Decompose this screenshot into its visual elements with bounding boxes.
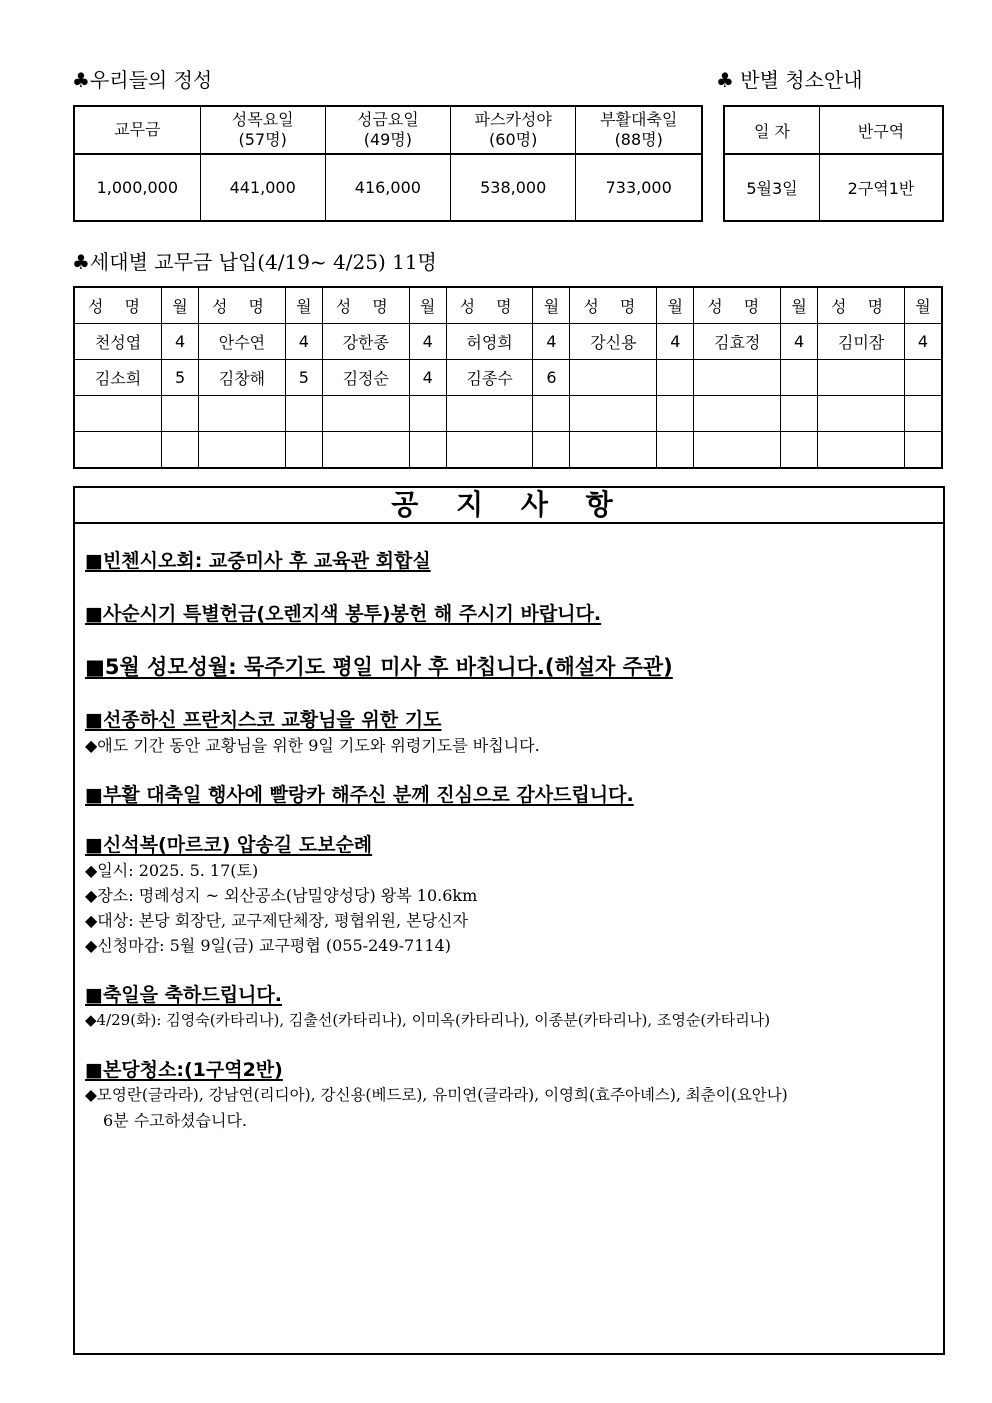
dues-month-cell (533, 396, 570, 432)
notice-box (73, 486, 945, 1355)
dues-header-month: 월 (781, 287, 818, 324)
dues-month-cell (409, 432, 446, 469)
cleaning-header-date: 일 자 (724, 106, 820, 154)
dues-month-cell (905, 396, 943, 432)
notice-pilgrim-target: ◆대상: 본당 회장단, 교구제단체장, 평협위원, 본당신자 (85, 911, 468, 930)
dues-name-cell (570, 360, 657, 396)
offerings-value-cell: 416,000 (325, 154, 450, 221)
notice-vincent: ■빈첸시오회: 교중미사 후 교육관 회합실 (85, 550, 431, 572)
dues-name-cell: 안수연 (199, 324, 286, 360)
dues-header-month: 월 (533, 287, 570, 324)
dues-month-cell (781, 396, 818, 432)
dues-header-name: 성 명 (694, 287, 781, 324)
dues-header-month: 월 (162, 287, 199, 324)
notice-pope-desc: ◆애도 기간 동안 교황님을 위한 9일 기도와 위령기도를 바칩니다. (85, 736, 540, 755)
dues-header-name: 성 명 (446, 287, 533, 324)
notice-thanks: ■부활 대축일 행사에 빨랑카 해주신 분께 진심으로 감사드립니다. (85, 784, 634, 806)
offerings-header-row (74, 106, 702, 154)
dues-name-cell: 김창해 (199, 360, 286, 396)
dues-month-cell (657, 432, 694, 469)
notice-pope: ■선종하신 프란치스코 교황님을 위한 기도 (85, 709, 442, 731)
dues-name-cell (694, 360, 781, 396)
offerings-title: ♣우리들의 정성 (72, 68, 213, 92)
dues-header-month: 월 (657, 287, 694, 324)
dues-name-cell (446, 432, 533, 469)
notice-may: ■5월 성모성월: 묵주기도 평일 미사 후 바칩니다.(해설자 주관) (85, 655, 673, 679)
dues-name-cell: 김소희 (74, 360, 162, 396)
dues-row (74, 360, 942, 396)
offerings-value-row (74, 154, 702, 221)
offerings-header-cell: 교무금 (74, 106, 200, 154)
dues-month-cell: 6 (533, 360, 570, 396)
dues-month-cell: 4 (533, 324, 570, 360)
cleaning-table (723, 105, 944, 222)
cleaning-header-row (724, 106, 943, 154)
dues-row (74, 396, 942, 432)
notice-pilgrim-place: ◆장소: 명례성지 ~ 외산공소(남밀양성당) 왕복 10.6km (85, 886, 478, 905)
notice-pilgrim: ■신석복(마르코) 압송길 도보순례 (85, 834, 373, 856)
offerings-header-cell: 부활대축일 (88명) (576, 106, 702, 154)
dues-name-cell (694, 396, 781, 432)
notice-clean: ■본당청소:(1구역2반) (85, 1059, 283, 1081)
dues-header-name: 성 명 (199, 287, 286, 324)
dues-month-cell (162, 396, 199, 432)
offerings-table (73, 105, 703, 222)
notice-body (85, 548, 933, 1133)
dues-row (74, 432, 942, 469)
dues-header-month: 월 (409, 287, 446, 324)
cleaning-area: 2구역1반 (820, 154, 943, 221)
dues-month-cell: 4 (285, 324, 322, 360)
notice-pilgrim-date: ◆일시: 2025. 5. 17(토) (85, 861, 259, 880)
dues-month-cell: 4 (657, 324, 694, 360)
dues-name-cell (74, 432, 162, 469)
dues-name-cell (322, 432, 409, 469)
offerings-value-cell: 1,000,000 (74, 154, 200, 221)
offerings-header-cell: 파스카성야 (60명) (450, 106, 576, 154)
dues-name-cell: 강신용 (570, 324, 657, 360)
dues-name-cell: 김미잠 (818, 324, 905, 360)
dues-month-cell: 4 (409, 324, 446, 360)
dues-name-cell: 김종수 (446, 360, 533, 396)
offerings-value-cell: 441,000 (200, 154, 325, 221)
dues-month-cell (657, 396, 694, 432)
dues-title: ♣세대별 교무금 납입(4/19~ 4/25) 11명 (72, 250, 437, 274)
notice-lent: ■사순시기 특별헌금(오렌지색 봉투)봉헌 해 주시기 바랍니다. (85, 603, 602, 625)
offerings-value-cell: 538,000 (450, 154, 576, 221)
dues-header-name: 성 명 (570, 287, 657, 324)
dues-month-cell (905, 360, 943, 396)
cleaning-date: 5월3일 (724, 154, 820, 221)
notice-clean-thanks: 6분 수고하셨습니다. (103, 1111, 247, 1130)
dues-name-cell: 천성엽 (74, 324, 162, 360)
offerings-value-cell: 733,000 (576, 154, 702, 221)
dues-month-cell: 4 (162, 324, 199, 360)
dues-month-cell (162, 432, 199, 469)
notice-feast: ■축일을 축하드립니다. (85, 984, 282, 1006)
cleaning-title: ♣ 반별 청소안내 (716, 68, 863, 92)
dues-name-cell (74, 396, 162, 432)
dues-name-cell (199, 432, 286, 469)
dues-name-cell: 허영희 (446, 324, 533, 360)
dues-name-cell (818, 396, 905, 432)
dues-month-cell (781, 360, 818, 396)
dues-name-cell (570, 432, 657, 469)
dues-name-cell (199, 396, 286, 432)
dues-month-cell (533, 432, 570, 469)
dues-name-cell (322, 396, 409, 432)
dues-month-cell: 5 (285, 360, 322, 396)
cleaning-value-row (724, 154, 943, 221)
dues-row (74, 324, 942, 360)
dues-month-cell: 4 (409, 360, 446, 396)
notice-clean-list: ◆모영란(글라라), 강남연(리디아), 강신용(베드로), 유미연(글라라), 이영희(효주아녜스), 최춘이(요안나) (85, 1086, 788, 1104)
dues-name-cell: 김효정 (694, 324, 781, 360)
dues-header-row (74, 287, 942, 324)
dues-month-cell: 4 (905, 324, 943, 360)
dues-month-cell (781, 432, 818, 469)
dues-name-cell (570, 396, 657, 432)
offerings-header-cell: 성목요일 (57명) (200, 106, 325, 154)
dues-month-cell: 4 (781, 324, 818, 360)
notice-title: 공 지 사 항 (75, 488, 943, 524)
dues-name-cell (818, 360, 905, 396)
dues-header-name: 성 명 (322, 287, 409, 324)
notice-feast-list: ◆4/29(화): 김영숙(카타리나), 김출선(카타리나), 이미옥(카타리나), 이종분(카타리나), 조영순(카타리나) (85, 1011, 771, 1029)
dues-header-name: 성 명 (818, 287, 905, 324)
offerings-header-cell: 성금요일 (49명) (325, 106, 450, 154)
dues-name-cell (694, 432, 781, 469)
notice-pilgrim-deadline: ◆신청마감: 5월 9일(금) 교구평협 (055-249-7114) (85, 936, 451, 955)
dues-month-cell (285, 432, 322, 469)
dues-month-cell (905, 432, 943, 469)
dues-header-month: 월 (905, 287, 943, 324)
dues-name-cell (818, 432, 905, 469)
dues-table (73, 286, 943, 469)
dues-month-cell (657, 360, 694, 396)
dues-month-cell (409, 396, 446, 432)
cleaning-header-area: 반구역 (820, 106, 943, 154)
dues-header-month: 월 (285, 287, 322, 324)
dues-month-cell: 5 (162, 360, 199, 396)
dues-month-cell (285, 396, 322, 432)
dues-header-name: 성 명 (74, 287, 162, 324)
dues-name-cell: 김정순 (322, 360, 409, 396)
dues-name-cell (446, 396, 533, 432)
dues-name-cell: 강한종 (322, 324, 409, 360)
